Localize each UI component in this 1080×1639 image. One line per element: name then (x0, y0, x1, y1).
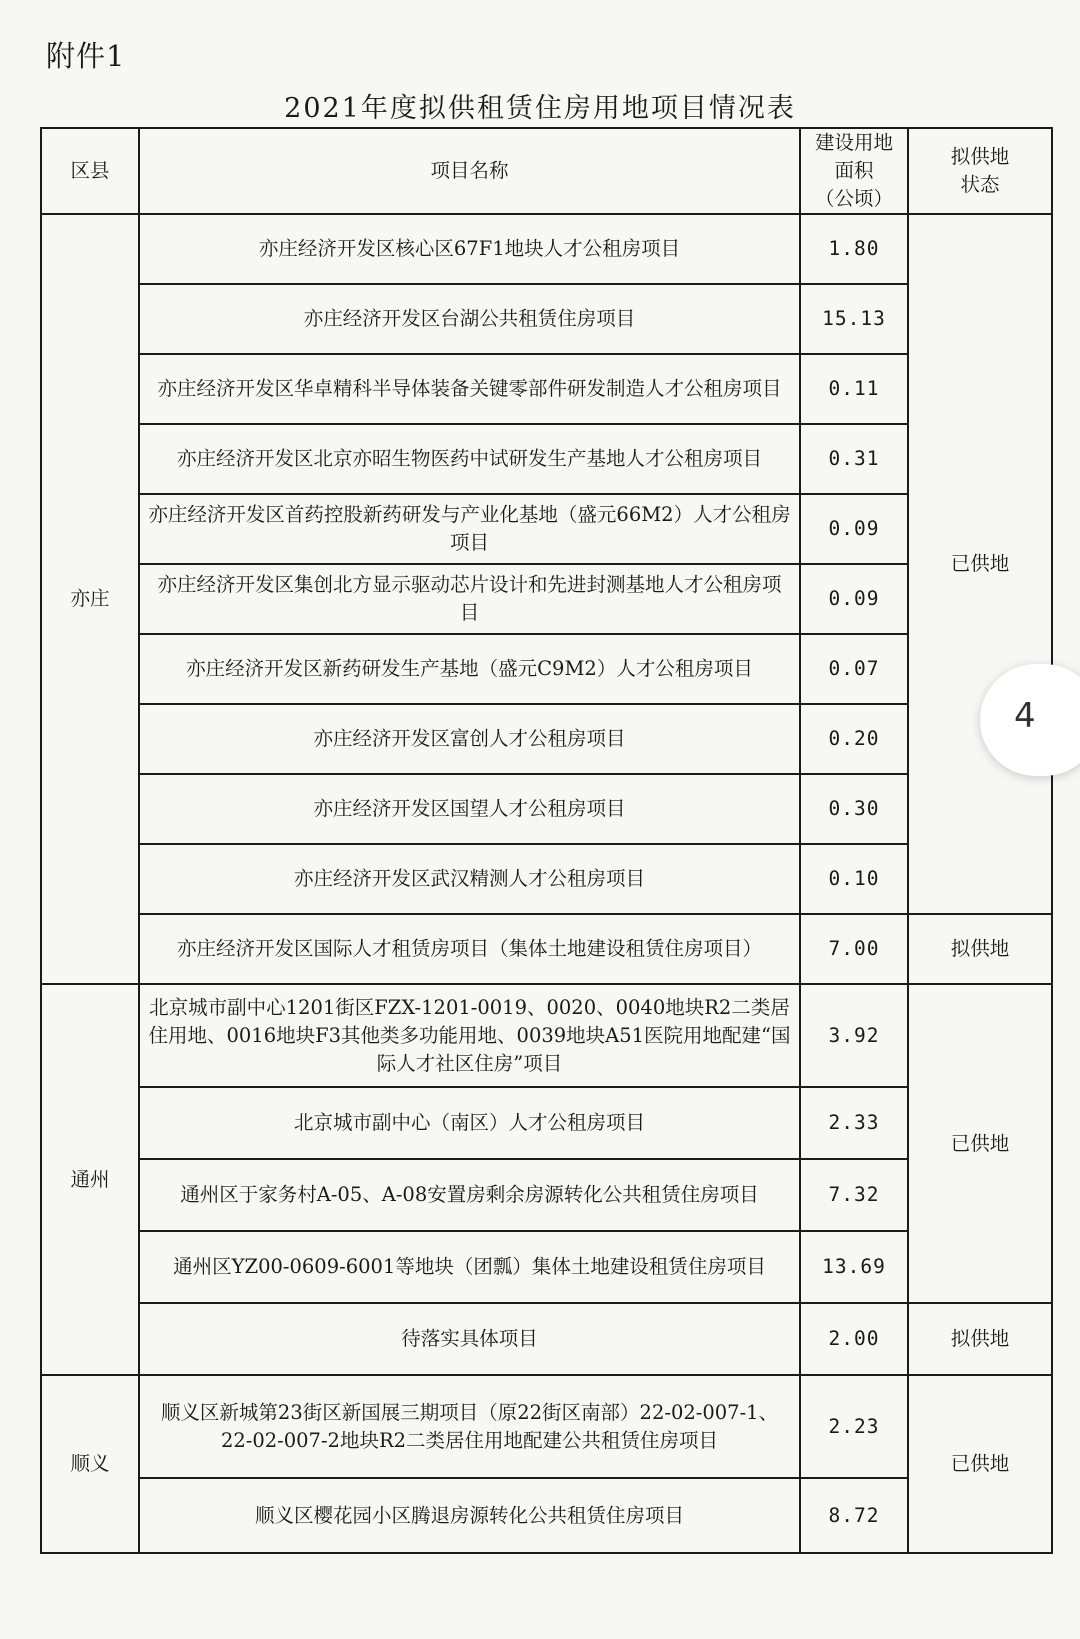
project-name: 顺义区樱花园小区腾退房源转化公共租赁住房项目 (139, 1478, 800, 1553)
table-row (41, 1303, 1052, 1375)
table-row (41, 1478, 1052, 1553)
table-row (41, 354, 1052, 424)
table-row (41, 1159, 1052, 1231)
page-number: 4 (1014, 696, 1036, 736)
district-cell-tongzhou: 通州 (41, 984, 139, 1375)
district-cell-shunyi: 顺义 (41, 1375, 139, 1553)
project-name: 亦庄经济开发区核心区67F1地块人才公租房项目 (139, 214, 800, 284)
project-name: 亦庄经济开发区华卓精科半导体装备关键零部件研发制造人才公租房项目 (139, 354, 800, 424)
project-name: 北京城市副中心（南区）人才公租房项目 (139, 1087, 800, 1159)
header-status-line1: 拟供地 (950, 145, 1010, 168)
table-row (41, 844, 1052, 914)
area-value: 0.31 (800, 424, 908, 494)
area-value: 7.32 (800, 1159, 908, 1231)
area-value: 0.11 (800, 354, 908, 424)
area-value: 0.09 (800, 494, 908, 564)
area-value: 8.72 (800, 1478, 908, 1553)
table-row (41, 1375, 1052, 1478)
project-name: 待落实具体项目 (139, 1303, 800, 1375)
area-value: 13.69 (800, 1231, 908, 1303)
header-area-line2: 面积 (834, 159, 874, 182)
status-cell: 已供地 (908, 984, 1052, 1303)
table-row (41, 984, 1052, 1087)
header-area (800, 128, 908, 214)
table-row (41, 284, 1052, 354)
area-value: 7.00 (800, 914, 908, 984)
project-name: 通州区YZ00-0609-6001等地块（团瓢）集体土地建设租赁住房项目 (139, 1231, 800, 1303)
header-area-line1: 建设用地 (814, 131, 893, 154)
project-name: 亦庄经济开发区北京亦昭生物医药中试研发生产基地人才公租房项目 (139, 424, 800, 494)
header-district: 区县 (41, 128, 139, 214)
table-row (41, 634, 1052, 704)
project-name: 顺义区新城第23街区新国展三期项目（原22街区南部）22-02-007-1、22-02-007-2地块R2二类居住用地配建公共租赁住房项目 (139, 1375, 800, 1478)
project-name: 亦庄经济开发区集创北方显示驱动芯片设计和先进封测基地人才公租房项目 (139, 564, 800, 634)
project-table (40, 127, 1053, 1554)
project-name: 通州区于家务村A-05、A-08安置房剩余房源转化公共租赁住房项目 (139, 1159, 800, 1231)
area-value: 2.00 (800, 1303, 908, 1375)
table-row (41, 914, 1052, 984)
area-value: 0.10 (800, 844, 908, 914)
header-project: 项目名称 (139, 128, 800, 214)
table-row (41, 1087, 1052, 1159)
page-indicator[interactable] (980, 664, 1080, 776)
area-value: 0.30 (800, 774, 908, 844)
area-value: 0.07 (800, 634, 908, 704)
project-name: 亦庄经济开发区新药研发生产基地（盛元C9M2）人才公租房项目 (139, 634, 800, 704)
table-row (41, 214, 1052, 284)
project-name: 亦庄经济开发区首药控股新药研发与产业化基地（盛元66M2）人才公租房项目 (139, 494, 800, 564)
table-row (41, 704, 1052, 774)
status-cell: 拟供地 (908, 1303, 1052, 1375)
header-status-line2: 状态 (960, 173, 1000, 196)
project-name: 亦庄经济开发区富创人才公租房项目 (139, 704, 800, 774)
district-cell-yizhuang: 亦庄 (41, 214, 139, 984)
project-name: 亦庄经济开发区国望人才公租房项目 (139, 774, 800, 844)
project-name: 亦庄经济开发区国际人才租赁房项目（集体土地建设租赁住房项目） (139, 914, 800, 984)
status-cell: 已供地 (908, 1375, 1052, 1553)
header-status (908, 128, 1052, 214)
area-value: 2.33 (800, 1087, 908, 1159)
table-row (41, 774, 1052, 844)
status-cell: 已供地 (908, 214, 1052, 914)
status-cell: 拟供地 (908, 914, 1052, 984)
area-value: 0.20 (800, 704, 908, 774)
table-row (41, 494, 1052, 564)
project-name: 亦庄经济开发区武汉精测人才公租房项目 (139, 844, 800, 914)
area-value: 15.13 (800, 284, 908, 354)
table-row (41, 1231, 1052, 1303)
table-row (41, 424, 1052, 494)
area-value: 2.23 (800, 1375, 908, 1478)
area-value: 3.92 (800, 984, 908, 1087)
area-value: 0.09 (800, 564, 908, 634)
project-name: 亦庄经济开发区台湖公共租赁住房项目 (139, 284, 800, 354)
header-area-line3: （公顷） (814, 187, 893, 210)
project-name: 北京城市副中心1201街区FZX-1201-0019、0020、0040地块R2二类居住用地、0016地块F3其他类多功能用地、0039地块A51医院用地配建“国际人才社区住房”项目 (139, 984, 800, 1087)
area-value: 1.80 (800, 214, 908, 284)
header-row (41, 128, 1052, 214)
table-row (41, 564, 1052, 634)
table-title: 2021年度拟供租赁住房用地项目情况表 (284, 93, 796, 124)
attachment-label: 附件1 (46, 39, 126, 73)
